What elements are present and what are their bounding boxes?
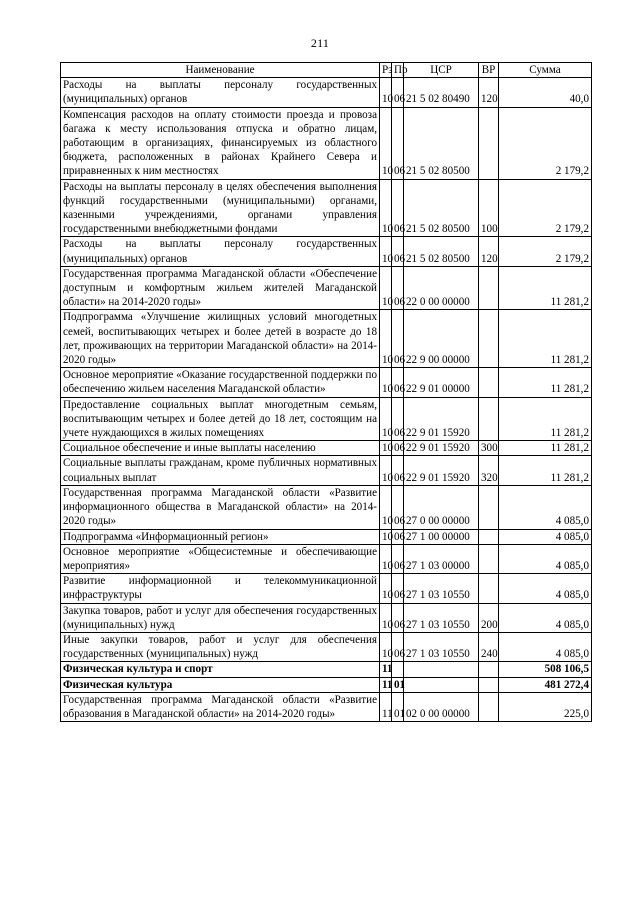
row-pr-cell: 06 [392,603,404,632]
row-vr-cell [479,544,499,573]
row-csr-cell [404,662,479,677]
row-rz-cell: 10 [380,107,392,179]
row-csr-cell: 22 9 00 00000 [404,310,479,368]
table-row [61,677,592,692]
row-vr-cell [479,529,499,544]
row-vr-cell [479,662,499,677]
row-rz-cell: 10 [380,78,392,107]
row-vr-cell [479,397,499,441]
table-row [61,456,592,485]
row-sum-cell: 481 272,4 [499,677,592,692]
row-sum-cell: 2 179,2 [499,107,592,179]
row-name-cell: Государственная программа Магаданской области «Обеспечение доступным и комфортным жильем жителей Магаданской области» на 2014-2020 годы» [61,266,380,310]
row-pr-cell: 06 [392,441,404,456]
row-pr-cell: 06 [392,78,404,107]
row-sum-cell: 11 281,2 [499,368,592,397]
row-csr-cell: 22 9 01 15920 [404,441,479,456]
row-vr-cell: 320 [479,456,499,485]
row-name-cell: Подпрограмма «Информационный регион» [61,529,380,544]
row-pr-cell: 06 [392,574,404,603]
table-row [61,107,592,179]
row-csr-cell: 27 1 03 10550 [404,603,479,632]
row-name-cell: Расходы на выплаты персоналу государственных (муниципальных) органов [61,78,380,107]
row-csr-cell: 27 1 03 10550 [404,574,479,603]
row-vr-cell: 120 [479,237,499,266]
row-pr-cell [392,662,404,677]
table-row [61,692,592,721]
row-sum-cell: 11 281,2 [499,441,592,456]
table-row [61,368,592,397]
row-rz-cell: 10 [380,266,392,310]
budget-table [60,62,592,722]
row-name-cell: Компенсация расходов на оплату стоимости проезда и провоза багажа к месту использования отпуска и обратно лицам, работающим в организациях, финансируемых из областного бюджета, расположенных в районах Крайнего Севера и приравненных к ним местностях [61,107,380,179]
row-name-cell: Государственная программа Магаданской области «Развитие образования в Магаданской области» на 2014-2020 годы» [61,692,380,721]
row-csr-cell [404,677,479,692]
row-sum-cell: 11 281,2 [499,397,592,441]
row-rz-cell: 10 [380,603,392,632]
row-pr-cell: 06 [392,310,404,368]
row-pr-cell: 06 [392,266,404,310]
row-pr-cell: 01 [392,692,404,721]
header-rz: Рз [380,63,392,78]
table-row [61,179,592,237]
header-csr: ЦСР [404,63,479,78]
row-csr-cell: 27 0 00 00000 [404,485,479,529]
row-pr-cell: 06 [392,368,404,397]
row-name-cell: Основное мероприятие «Общесистемные и обеспечивающие мероприятия» [61,544,380,573]
row-csr-cell: 22 0 00 00000 [404,266,479,310]
table-row [61,529,592,544]
row-sum-cell: 4 085,0 [499,632,592,661]
row-sum-cell: 40,0 [499,78,592,107]
header-sum: Сумма [499,63,592,78]
row-pr-cell: 01 [392,677,404,692]
table-row [61,603,592,632]
row-csr-cell: 22 9 01 15920 [404,456,479,485]
table-row [61,662,592,677]
row-name-cell: Подпрограмма «Улучшение жилищных условий многодетных семей, воспитывающих четырех и более детей в возрасте до 18 лет, проживающих на территории Магаданской области» на 2014-2020 годы» [61,310,380,368]
row-name-cell: Социальные выплаты гражданам, кроме публичных нормативных социальных выплат [61,456,380,485]
row-pr-cell: 06 [392,456,404,485]
row-csr-cell: 21 5 02 80500 [404,107,479,179]
row-rz-cell: 10 [380,574,392,603]
row-name-cell: Государственная программа Магаданской области «Развитие информационного общества в Магаданской области» на 2014-2020 годы» [61,485,380,529]
row-sum-cell: 4 085,0 [499,603,592,632]
table-row [61,574,592,603]
row-csr-cell: 27 1 03 10550 [404,632,479,661]
row-sum-cell: 4 085,0 [499,574,592,603]
row-sum-cell: 4 085,0 [499,544,592,573]
row-name-cell: Предоставление социальных выплат многодетным семьям, воспитывающим четырех и более детей до 18 лет, состоящим на учете нуждающихся в жилых помещениях [61,397,380,441]
row-sum-cell: 4 085,0 [499,485,592,529]
row-pr-cell: 06 [392,107,404,179]
row-pr-cell: 06 [392,237,404,266]
row-name-cell: Расходы на выплаты персоналу в целях обеспечения выполнения функций государственными (муниципальными) органами, казенными учреждениями, органами управления государственными внебюджетными фондами [61,179,380,237]
row-csr-cell: 22 9 01 00000 [404,368,479,397]
row-rz-cell: 11 [380,677,392,692]
row-vr-cell: 300 [479,441,499,456]
row-vr-cell [479,574,499,603]
row-rz-cell: 10 [380,397,392,441]
row-pr-cell: 06 [392,397,404,441]
row-csr-cell: 27 1 03 00000 [404,544,479,573]
row-sum-cell: 11 281,2 [499,310,592,368]
table-row [61,632,592,661]
row-vr-cell: 200 [479,603,499,632]
row-sum-cell: 11 281,2 [499,266,592,310]
row-rz-cell: 11 [380,692,392,721]
row-sum-cell: 2 179,2 [499,179,592,237]
row-rz-cell: 10 [380,529,392,544]
row-name-cell: Физическая культура [61,677,380,692]
row-vr-cell [479,107,499,179]
row-vr-cell [479,266,499,310]
row-pr-cell: 06 [392,179,404,237]
row-name-cell: Развитие информационной и телекоммуникационной инфраструктуры [61,574,380,603]
row-name-cell: Физическая культура и спорт [61,662,380,677]
row-vr-cell [479,310,499,368]
row-vr-cell: 100 [479,179,499,237]
table-row [61,310,592,368]
row-name-cell: Закупка товаров, работ и услуг для обеспечения государственных (муниципальных) нужд [61,603,380,632]
row-rz-cell: 11 [380,662,392,677]
row-pr-cell: 06 [392,632,404,661]
row-vr-cell [479,485,499,529]
page-number: 211 [310,36,330,50]
table-row [61,544,592,573]
row-csr-cell: 21 5 02 80490 [404,78,479,107]
header-pr: Пр [392,63,404,78]
table-row [61,237,592,266]
row-csr-cell: 21 5 02 80500 [404,179,479,237]
row-name-cell: Расходы на выплаты персоналу государственных (муниципальных) органов [61,237,380,266]
row-rz-cell: 10 [380,179,392,237]
row-name-cell: Основное мероприятие «Оказание государственной поддержки по обеспечению жильем населения Магаданской области» [61,368,380,397]
row-csr-cell: 21 5 02 80500 [404,237,479,266]
row-rz-cell: 10 [380,441,392,456]
row-name-cell: Социальное обеспечение и иные выплаты населению [61,441,380,456]
row-sum-cell: 4 085,0 [499,529,592,544]
header-vr: ВР [479,63,499,78]
row-vr-cell [479,368,499,397]
row-sum-cell: 508 106,5 [499,662,592,677]
row-vr-cell: 240 [479,632,499,661]
row-rz-cell: 10 [380,310,392,368]
row-csr-cell: 27 1 00 00000 [404,529,479,544]
row-rz-cell: 10 [380,485,392,529]
row-vr-cell [479,677,499,692]
header-name: Наименование [61,63,380,78]
row-rz-cell: 10 [380,456,392,485]
row-rz-cell: 10 [380,368,392,397]
row-name-cell: Иные закупки товаров, работ и услуг для обеспечения государственных (муниципальных) нужд [61,632,380,661]
row-csr-cell: 22 9 01 15920 [404,397,479,441]
row-csr-cell: 02 0 00 00000 [404,692,479,721]
row-rz-cell: 10 [380,632,392,661]
row-pr-cell: 06 [392,485,404,529]
row-sum-cell: 11 281,2 [499,456,592,485]
table-row [61,397,592,441]
row-rz-cell: 10 [380,237,392,266]
table-header-row [61,63,592,78]
table-row [61,78,592,107]
row-pr-cell: 06 [392,544,404,573]
table-row [61,266,592,310]
table-row [61,485,592,529]
row-sum-cell: 2 179,2 [499,237,592,266]
row-sum-cell: 225,0 [499,692,592,721]
row-pr-cell: 06 [392,529,404,544]
row-vr-cell [479,692,499,721]
row-rz-cell: 10 [380,544,392,573]
table-row [61,441,592,456]
row-vr-cell: 120 [479,78,499,107]
table-body [61,78,592,722]
